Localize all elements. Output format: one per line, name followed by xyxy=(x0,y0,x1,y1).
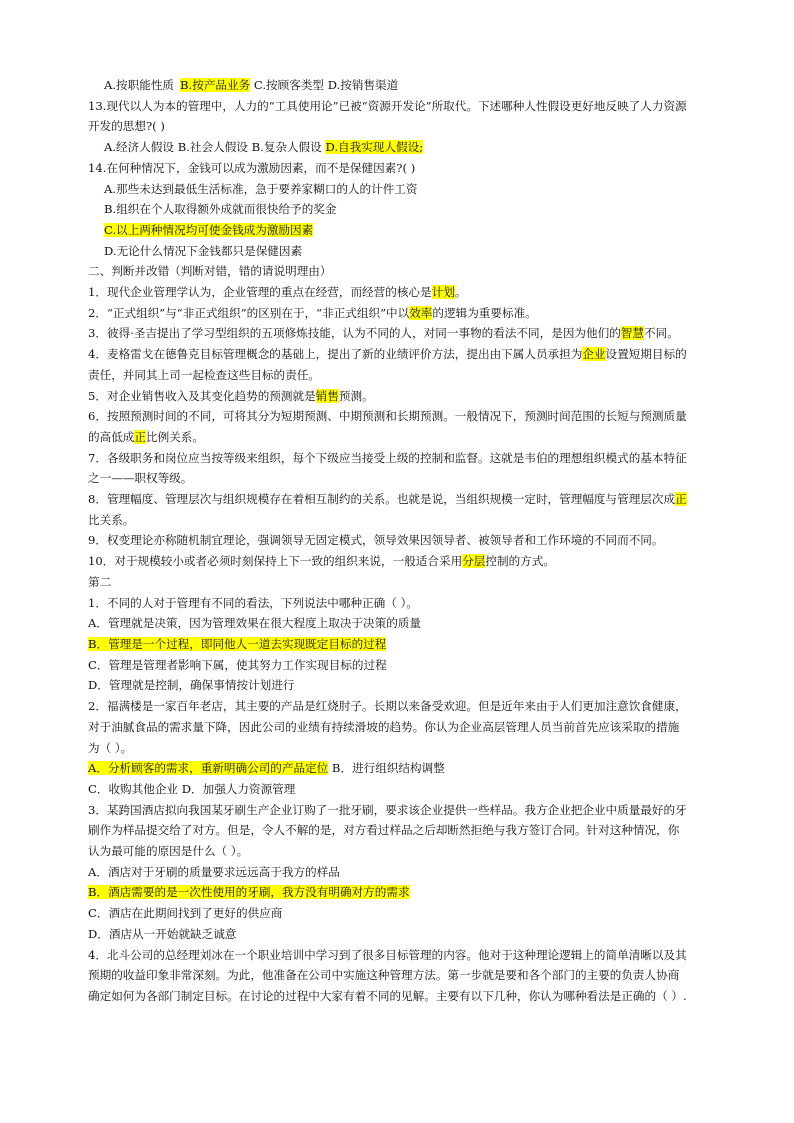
text-line xyxy=(88,593,708,614)
text-line xyxy=(88,965,708,986)
text-run: 9．权变理论亦称随机制宜理论，强调领导无固定模式，领导效果因领导者、被领导者和工作环境的不同而不同。 xyxy=(88,533,664,548)
text-run: 14.在何种情况下，金钱可以成为激励因素，而不是保健因素?( ) xyxy=(88,160,416,175)
text-line xyxy=(88,386,708,407)
text-run: 二、判断并改错（判断对错，错的请说明理由） xyxy=(88,264,332,279)
text-run: D．管理就是控制，确保事情按计划进行 xyxy=(88,678,295,693)
highlighted-answer: B.按产品业务 xyxy=(180,78,251,92)
text-line xyxy=(88,510,708,531)
highlighted-answer: B．管理是一个过程，即同他人一道去实现既定目标的过程 xyxy=(88,636,387,651)
highlighted-answer: B．酒店需要的是一次性使用的牙刷，我方没有明确对方的需求 xyxy=(88,885,410,900)
text-line xyxy=(88,696,708,717)
highlighted-answer: 分层 xyxy=(462,554,486,569)
text-run: B．进行组织结构调整 xyxy=(328,761,445,776)
text-run: A.经济人假设 B.社会人假设 B.复杂人假设 xyxy=(104,140,326,155)
text-run: 设置短期目标的 xyxy=(605,347,687,362)
text-line xyxy=(88,634,708,655)
highlighted-answer: 销售 xyxy=(315,388,339,403)
text-run: 认为最可能的原因是什么（ ）。 xyxy=(88,844,249,859)
text-line xyxy=(88,344,708,365)
text-run: B.组织在个人取得额外成就而很快给予的奖金 xyxy=(104,202,337,217)
text-line xyxy=(88,489,708,510)
text-run: 预期的收益印象非常深刻。为此，他准备在公司中实施这种管理方法。第一步就是要和各个部门的主要的负责人协商 xyxy=(88,968,680,983)
text-run: C．管理是管理者影响下属，使其努力工作实现目标的过程 xyxy=(88,657,387,672)
text-run: 7．各级职务和岗位应当按等级来组织，每个下级应当接受上级的控制和监督。这就是韦伯的理想组织模式的基本特征 xyxy=(88,450,687,465)
text-line xyxy=(88,179,708,200)
text-run: 之一——职权等级。 xyxy=(88,471,193,486)
text-line xyxy=(88,427,708,448)
text-line xyxy=(88,406,708,427)
text-line xyxy=(88,613,708,634)
text-line xyxy=(88,199,708,220)
text-line xyxy=(88,530,708,551)
text-run: 10．对于规模较小或者必须时刻保持上下一致的组织来说，一般适合采用 xyxy=(88,554,463,569)
text-line xyxy=(88,800,708,821)
text-run: 3．某跨国酒店拟向我国某牙刷生产企业订购了一批牙刷，要求该企业提供一些样品。我方企业把企业中质量最好的牙 xyxy=(88,802,687,817)
text-run: 控制的方式。 xyxy=(485,554,555,569)
document-page xyxy=(88,75,708,1007)
text-line xyxy=(88,551,708,572)
text-line xyxy=(88,468,708,489)
highlighted-answer: C.以上两种情况均可使金钱成为激励因素 xyxy=(104,222,314,237)
text-run: A.那些未达到最低生活标准，急于要养家糊口的人的计件工资 xyxy=(104,181,418,196)
text-line xyxy=(88,820,708,841)
text-line xyxy=(88,717,708,738)
text-line xyxy=(88,779,708,800)
text-run: 4．麦格雷戈在德鲁克目标管理概念的基础上，提出了新的业绩评价方法，提出由下属人员承担为 xyxy=(88,347,583,362)
text-line xyxy=(88,303,708,324)
highlighted-answer: 正 xyxy=(675,492,687,507)
highlighted-answer: 企业 xyxy=(582,347,606,362)
text-line xyxy=(88,655,708,676)
text-run: 确定如何为各部门制定目标。在讨论的过程中大家有着不同的见解。主要有以下几种，你认为哪种看法是正确的（ ）. xyxy=(88,988,687,1003)
text-run: 3．彼得·圣吉提出了学习型组织的五项修炼技能，认为不同的人，对同一事物的看法不同，是因为他们的 xyxy=(88,326,621,341)
highlighted-answer: 正 xyxy=(134,429,146,444)
text-line xyxy=(88,675,708,696)
highlighted-answer: 计划 xyxy=(431,285,455,300)
text-run: 比关系。 xyxy=(88,512,135,527)
text-line xyxy=(88,882,708,903)
highlighted-answer: 智慧 xyxy=(620,326,644,341)
text-run: 5．对企业销售收入及其变化趋势的预测就是 xyxy=(88,388,316,403)
text-run: 2．福满楼是一家百年老店，其主要的产品是红烧肘子。长期以来备受欢迎。但是近年来由于人们更加注意饮食健康， xyxy=(88,699,687,714)
text-run: 1．不同的人对于管理有不同的看法，下列说法中哪种正确（ ）。 xyxy=(88,595,418,610)
text-run: 1．现代企业管理学认为，企业管理的重点在经营，而经营的核心是 xyxy=(88,285,432,300)
text-run: 刷作为样品提交给了对方。但是，令人不解的是，对方看过样品之后却断然拒绝与我方签订合同。针对这种情况，你 xyxy=(88,823,680,838)
text-run: A．管理就是决策，因为管理效果在很大程度上取决于决策的质量 xyxy=(88,616,421,631)
text-line xyxy=(88,448,708,469)
text-run: C.按顾客类型 D.按销售渠道 xyxy=(250,78,399,92)
text-line xyxy=(88,986,708,1007)
text-run: D.无论什么情况下金钱都只是保健因素 xyxy=(104,243,303,258)
text-run: 13.现代以人为本的管理中，人力的“工具使用论”已被“资源开发论”所取代。下述哪种人性假设更好地反映了人力资源 xyxy=(88,98,687,113)
highlighted-answer: A．分析顾客的需求，重新明确公司的产品定位 xyxy=(88,761,329,776)
text-run: 的高低成 xyxy=(88,429,135,444)
text-run: C．收购其他企业 D．加强人力资源管理 xyxy=(88,781,296,796)
text-line xyxy=(88,841,708,862)
text-run: 对于油腻食品的需求量下降，因此公司的业绩有持续滑坡的趋势。你认为企业高层管理人员当前首先应该采取的措施 xyxy=(88,719,680,734)
text-run: 2．“正式组织”与“非正式组织”的区别在于，“非正式组织”中以 xyxy=(88,305,410,320)
text-run: 8．管理幅度、管理层次与组织规模存在着相互制约的关系。也就是说，当组织规模一定时，管理幅度与管理层次成 xyxy=(88,492,676,507)
text-line xyxy=(88,75,708,96)
text-line xyxy=(88,924,708,945)
text-line xyxy=(88,758,708,779)
text-run: 开发的思想?( ) xyxy=(88,119,165,134)
text-line xyxy=(88,365,708,386)
text-line xyxy=(88,738,708,759)
text-line xyxy=(88,261,708,282)
text-run: 6．按照预测时间的不同，可将其分为短期预测、中期预测和长期预测。一般情况下，预测时间范围的长短与预测质量 xyxy=(88,409,687,424)
text-run: 。 xyxy=(454,285,467,300)
text-line xyxy=(88,158,708,179)
text-run: D．酒店从一开始就缺乏诚意 xyxy=(88,926,237,941)
text-run: 责任，并同其上司一起检查这些目标的责任。 xyxy=(88,367,320,382)
highlighted-answer: 效率 xyxy=(409,305,433,320)
text-line xyxy=(88,137,708,158)
text-line xyxy=(88,903,708,924)
text-line xyxy=(88,282,708,303)
text-line xyxy=(88,116,708,137)
text-line xyxy=(88,945,708,966)
text-line xyxy=(88,572,708,593)
text-line xyxy=(88,96,708,117)
text-run: 第二 xyxy=(88,574,112,589)
option-text: A.按职能性质 xyxy=(104,78,175,92)
text-line xyxy=(88,241,708,262)
text-run: 4．北斗公司的总经理刘冰在一个职业培训中学习到了很多目标管理的内容。他对于这种理论逻辑上的简单清晰以及其 xyxy=(88,947,687,962)
text-run: 为（ ）。 xyxy=(88,740,133,755)
text-run: A．酒店对于牙刷的质量要求远远高于我方的样品 xyxy=(88,864,340,879)
text-line xyxy=(88,220,708,241)
highlighted-answer: D.自我实现人假设; xyxy=(325,140,424,155)
text-run: 的逻辑为重要标准。 xyxy=(432,305,537,320)
text-run: 不同。 xyxy=(644,326,679,341)
text-line xyxy=(88,323,708,344)
text-run: C．酒店在此期间找到了更好的供应商 xyxy=(88,906,283,921)
text-run: 比例关系。 xyxy=(146,429,204,444)
text-line xyxy=(88,862,708,883)
text-run: 预测。 xyxy=(338,388,374,403)
